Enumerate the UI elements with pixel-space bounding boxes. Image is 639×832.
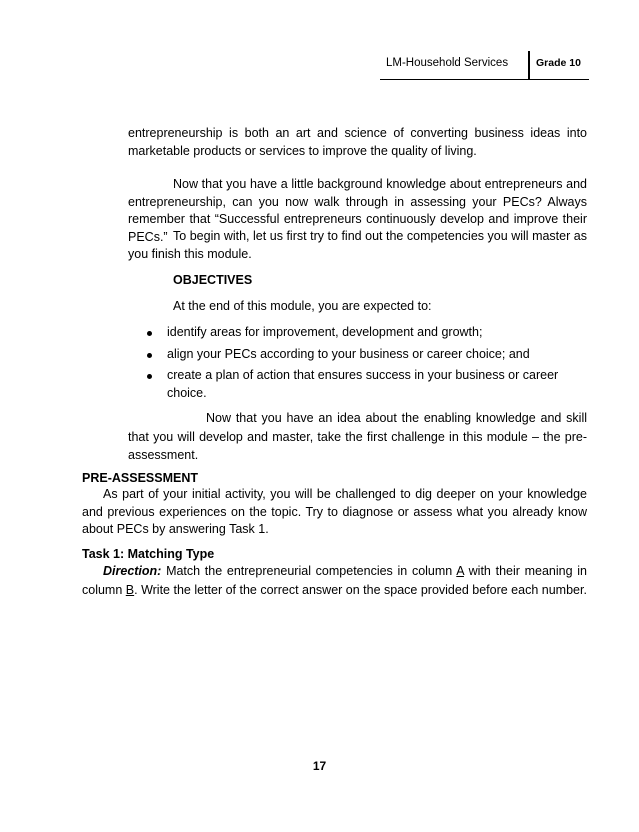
transition-paragraph: Now that you have an idea about the enabling knowledge and skill that you will develop and master, take the first challenge in this module – the pre-assessment. [128,411,587,462]
grade-label: Grade 10 [536,57,581,69]
page-header [380,49,589,80]
objectives-list [147,324,587,406]
bullet-icon [147,331,152,336]
bullet-icon [147,374,152,379]
intro-paragraph-1: entrepreneurship is both an art and science of converting business ideas into marketable products or services to improve the quality of living. [128,126,587,158]
direction-label: Direction: [103,564,162,578]
pre-assessment-heading: PRE-ASSESSMENT [82,471,198,485]
column-b-label: B [125,582,135,597]
document-title: LM-Household Services [386,57,509,69]
objectives-lead: At the end of this module, you are expected to: [173,299,432,313]
page-number: 17 [312,759,327,773]
objectives-heading: OBJECTIVES [173,273,253,287]
list-item: identify areas for improvement, development and growth; [147,324,587,342]
intro-paragraph-2: Now that you have a little background knowledge about entrepreneurs and entrepreneurship, can you now walk through in assessing your PECs? Always remember that “Successful entrepreneurs continuously develop and improve their PECs.” [128,177,587,244]
intro-paragraph-3: To begin with, let us first try to find out the competencies you will master as you finish this module. [128,229,587,261]
bullet-icon [147,353,152,358]
task-direction: Direction: Match the entrepreneurial competencies in column A with their meaning in column B. Write the letter of the correct answer on the space provided before each number. [82,564,587,597]
list-item: create a plan of action that ensures success in your business or career choice. [147,367,587,402]
header-divider [528,51,530,79]
pre-assessment-body: As part of your initial activity, you will be challenged to dig deeper on your knowledge and previous experiences on the topic. Try to diagnose or assess what you already know about PECs by answering Task 1. [82,487,587,536]
list-item: align your PECs according to your business or career choice; and [147,346,587,364]
column-a-label: A [456,564,464,578]
task-heading: Task 1: Matching Type [82,547,215,561]
